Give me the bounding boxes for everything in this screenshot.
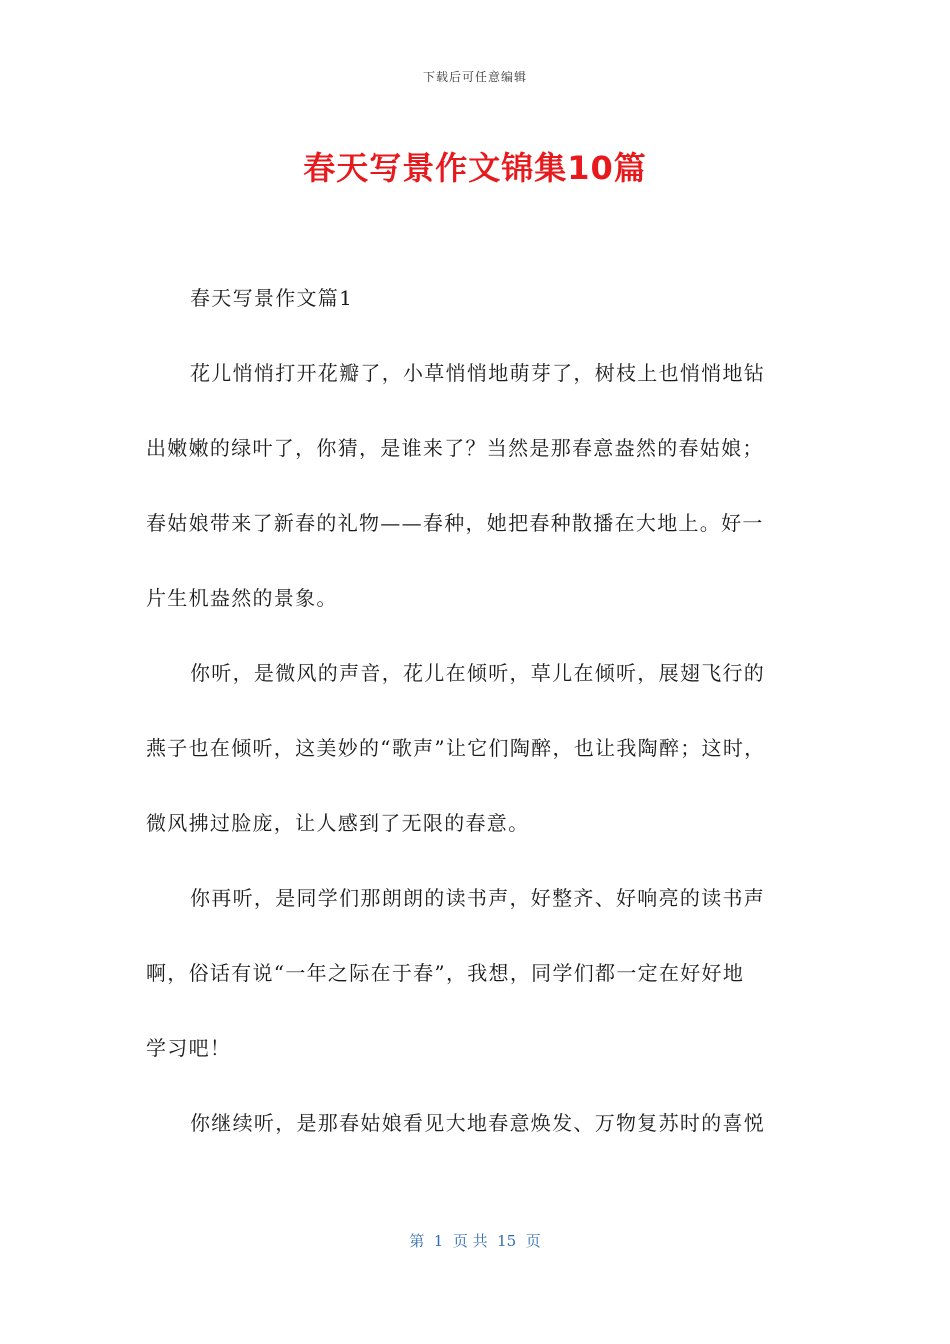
section-heading: 春天写景作文篇1	[190, 286, 354, 310]
paragraph-line: 片生机盎然的景象。	[146, 586, 338, 610]
paragraph-line: 出嫩嫩的绿叶了，你猜，是谁来了？当然是那春意盎然的春姑娘；	[146, 436, 764, 460]
paragraph-line: 啊，俗话有说“一年之际在于春”，我想，同学们都一定在好好地	[146, 961, 745, 985]
paragraph-line: 你继续听，是那春姑娘看见大地春意焕发、万物复苏时的喜悦	[190, 1111, 766, 1135]
paragraph-line: 花儿悄悄打开花瓣了，小草悄悄地萌芽了，树枝上也悄悄地钻	[190, 361, 766, 385]
paragraph-line: 春姑娘带来了新春的礼物——春种，她把春种散播在大地上。好一	[146, 511, 764, 535]
paragraph-line: 微风拂过脸庞，让人感到了无限的春意。	[146, 811, 530, 835]
paragraph-line: 你再听，是同学们那朗朗的读书声，好整齐、好响亮的读书声	[190, 886, 766, 910]
paragraph-line: 燕子也在倾听，这美妙的“歌声”让它们陶醉，也让我陶醉；这时，	[146, 736, 766, 760]
paragraph-line: 学习吧！	[146, 1036, 232, 1060]
page-number-footer: 第 1 页 共 15 页	[409, 1232, 541, 1250]
document-title: 春天写景作文锦集10篇	[303, 149, 647, 187]
document-body	[146, 275, 806, 1175]
paragraph-line: 你听，是微风的声音，花儿在倾听，草儿在倾听，展翅飞行的	[190, 661, 766, 685]
header-note: 下载后可任意编辑	[422, 70, 527, 84]
